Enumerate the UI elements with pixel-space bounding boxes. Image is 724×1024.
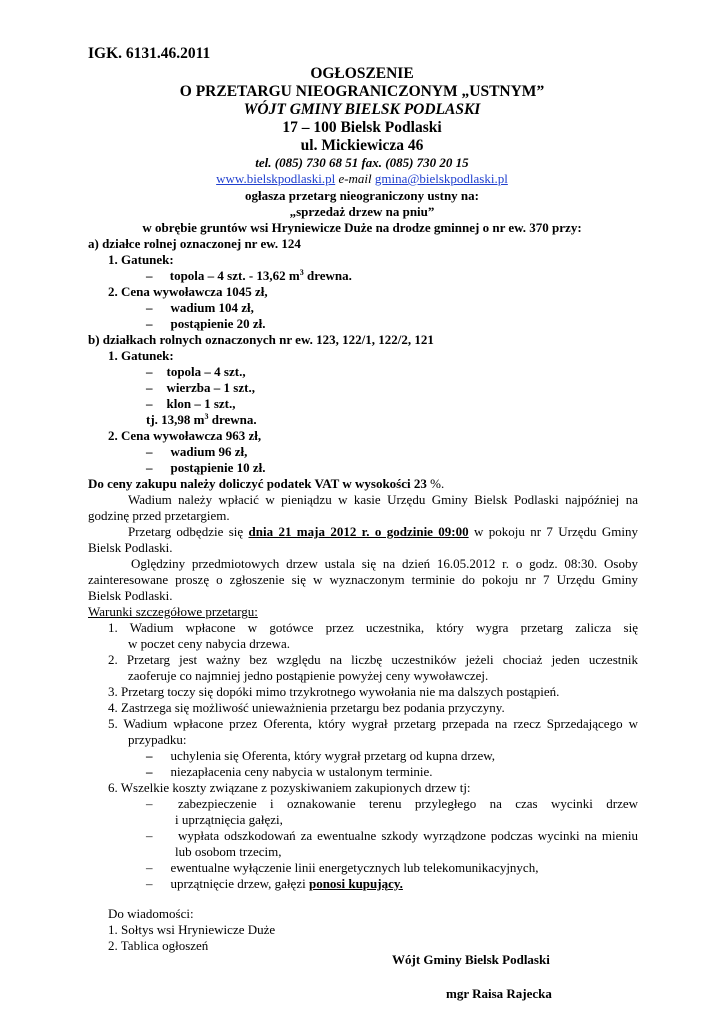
signature-name: mgr Raisa Rajecka <box>446 986 552 1001</box>
list-item: – topola – 4 szt., <box>146 364 246 379</box>
dash-icon: – <box>146 876 153 891</box>
dash-icon: – <box>146 796 153 811</box>
section-a-title: a) działce rolnej oznaczonej nr ew. 124 <box>88 236 301 251</box>
subject-line: „sprzedaż drzew na pniu” <box>289 204 435 219</box>
email-link[interactable]: gmina@bielskpodlaski.pl <box>374 171 508 186</box>
warunek-5-line2: przypadku: <box>128 732 187 747</box>
wadium-paragraph-line1: Wadium należy wpłacić w pieniądzu w kasie Urzędu Gminy Bielsk Podlaski najpóźniej na <box>128 492 638 507</box>
ogledziny-line3: Bielsk Podlaski. <box>88 588 173 603</box>
warunki-heading: Warunki szczegółowe przetargu: <box>88 604 258 619</box>
location-line: w obrębie gruntów wsi Hryniewicze Duże na drodze gminnej o nr ew. 370 przy: <box>142 220 582 235</box>
section-b-title: b) działkach rolnych oznaczonych nr ew. 123, 122/1, 122/2, 121 <box>88 332 434 347</box>
przetarg-paragraph-line1: Przetarg odbędzie się dnia 21 maja 2012 r. o godzinie 09:00 w pokoju nr 7 Urzędu Gminy <box>128 524 638 539</box>
warunek-6: 6. Wszelkie koszty związane z pozyskiwaniem zakupionych drzew tj: <box>108 780 471 795</box>
warunek-5-line1: 5. Wadium wpłacone przez Oferenta, który wygrał przetarg przepada na rzecz Sprzedającego w <box>108 716 638 731</box>
contact-phone-fax: tel. (085) 730 68 51 fax. (085) 730 20 15 <box>255 155 469 170</box>
recipient-1: 1. Sołtys wsi Hryniewicze Duże <box>108 922 276 937</box>
list-item: – postąpienie 10 zł. <box>146 460 266 475</box>
dash-icon: – <box>146 748 153 763</box>
dash-icon: – <box>146 460 153 475</box>
list-item: – uprzątnięcie drzew, gałęzi ponosi kupujący. <box>146 876 403 891</box>
warunek-3: 3. Przetarg toczy się dopóki mimo trzykrotnego wywołania nie ma dalszych postąpień. <box>108 684 560 699</box>
dash-icon: – <box>146 300 153 315</box>
section-b-cena: 2. Cena wywoławcza 963 zł, <box>108 428 262 443</box>
warunek-4: 4. Zastrzega się możliwość unieważnienia przetargu bez podania przyczyny. <box>108 700 505 715</box>
list-item: – wadium 104 zł, <box>146 300 254 315</box>
dash-icon: – <box>146 828 153 843</box>
email-label: e-mail <box>338 171 372 186</box>
document-page: IGK. 6131.46.2011 OGŁOSZENIE O PRZETARGU NIEOGRANICZONYM „USTNYM” WÓJT GMINY BIELSK PODLASKI 17 – 100 Bielsk Podlaski ul. Mickiewicza 46 tel. (085) 730 68 51 fax. (085) 730 20 15 www.bielskpodlaski.pl e-mail gmina@bielskpodlaski.pl ogłasza przetarg nieograniczony ustny na: „sprzedaż drzew na pniu” w obrębie gruntów wsi Hryniewicze Duże na drodze gminnej o nr ew. 370 przy: a) działce rolnej oznaczonej nr ew. 124 1. Gatunek: – topola – 4 szt. - 13,62 $m^3$ drewna. 2. Cena wywoławcza 1045 zł, – wadium 104 zł, – postąpienie 20 zł. b) działkach rolnych oznaczonych nr ew. 123, 122/1, 122/2, 121 1. Gatunek: – topola – 4 szt., – wierzba – 1 szt., – klon – 1 szt., tj. 13,98 $m^3$ drewna. 2. Cena wywoławcza 963 zł, – wadium 96 zł, – postąpienie 10 zł. Do ceny zakupu należy doliczyć podatek VAT w wysokości 23 %. Wadium należy wpłacić w pieniądzu w kasie Urzędu Gminy Bielsk Podlaski najpóźniej na godzinę przed przetargiem. Przetarg odbędzie się dnia 21 maja 2012 r. o godzinie 09:00 w pokoju nr 7 Urzędu Gminy Bielsk Podlaski. Oględziny przedmiotowych drzew ustala się na dzień 16.05.2012 r. o godz. 08:30. Osoby zainteresowane proszę o zgłoszenie się w wyznaczonym terminie do pokoju nr 7 Urzędu Gminy Bielsk Podlaski. Warunki szczegółowe przetargu: 1. Wadium wpłacone w gotówce przez uczestnika, który wygra przetarg zalicza się w poczet ceny nabycia drzewa. 2. Przetarg jest ważny bez względu na liczbę uczestników jeżeli chociaż jeden uczestnik zaoferuje co najmniej jedno postąpienie powyżej ceny wywoławczej. 3. Przetarg toczy się dopóki mimo trzykrotnego wywołania nie ma dalszych postąpień. 4. Zastrzega się możliwość unieważnienia przetargu bez podania przyczyny. 5. Wadium wpłacone przez Oferenta, który wygrał przetarg przepada na rzecz Sprzedającego w przypadku: – uchylenia się Oferenta, który wygrał przetarg od kupna drzew, – niezapłacenia ceny nabycia w ustalonym terminie. 6. Wszelkie koszty związane z pozyskiwaniem zakupionych drzew tj: – zabezpieczenie i oznakowanie terenu przyległego na czas wycinki drzew i uprzątnięcia gałęzi, – wypłata odszkodowań za ewentualne szkody wyrządzone podczas wycinki na mieniu lub osobom trzecim, – ewentualne wyłączenie linii energetycznych lub telekomunikacyjnych, – uprzątnięcie drzew, gałęzi ponosi kupujący. Do wiadomości: 1. Sołtys wsi Hryniewicze Duże 2. Tablica ogłoszeń Wójt Gminy Bielsk Podlaski mgr Raisa Rajecka <box>0 0 724 1024</box>
do-wiadomosci-heading: Do wiadomości: <box>108 906 194 921</box>
dash-icon: – <box>146 764 153 779</box>
heading-przetarg: O PRZETARGU NIEOGRANICZONYM „USTNYM” <box>179 83 545 100</box>
warunek-1-line2: w poczet ceny nabycia drzewa. <box>128 636 291 651</box>
dash-icon: – <box>146 396 153 411</box>
przetarg-paragraph-line2: Bielsk Podlaski. <box>88 540 173 555</box>
section-a-cena: 2. Cena wywoławcza 1045 zł, <box>108 284 268 299</box>
auction-date: dnia 21 maja 2012 r. o godzinie 09:00 <box>248 524 469 539</box>
dash-icon: – <box>146 860 153 875</box>
dash-icon: – <box>146 444 153 459</box>
list-item: – ewentualne wyłączenie linii energetycznych lub telekomunikacyjnych, <box>146 860 539 875</box>
list-item: – postąpienie 20 zł. <box>146 316 266 331</box>
list-item: – wierzba – 1 szt., <box>146 380 255 395</box>
vat-line: Do ceny zakupu należy doliczyć podatek VAT w wysokości 23 %. <box>88 476 445 491</box>
recipient-2: 2. Tablica ogłoszeń <box>108 938 209 953</box>
warunek-2-line1: 2. Przetarg jest ważny bez względu na liczbę uczestników jeżeli chociaż jeden uczestnik <box>108 652 638 667</box>
warunek-1-line1: 1. Wadium wpłacone w gotówce przez uczestnika, który wygra przetarg zalicza się <box>108 620 638 635</box>
dash-icon: – <box>146 364 153 379</box>
section-b-total: tj. 13,98 $m^3$ drewna. <box>146 412 257 427</box>
website-link[interactable]: www.bielskpodlaski.pl <box>216 171 336 186</box>
dash-icon: – <box>146 380 153 395</box>
ogledziny-line1: Oględziny przedmiotowych drzew ustala się na dzień 16.05.2012 r. o godz. 08:30. Osoby <box>131 556 638 571</box>
warunek-2-line2: zaoferuje co najmniej jedno postąpienie powyżej ceny wywoławczej. <box>128 668 489 683</box>
reference-number: IGK. 6131.46.2011 <box>88 45 211 62</box>
list-item: – niezapłacenia ceny nabycia w ustalonym terminie. <box>146 764 433 779</box>
list-item: – uchylenia się Oferenta, który wygrał przetarg od kupna drzew, <box>146 748 496 763</box>
warunek-6b-line2: lub osobom trzecim, <box>175 844 282 859</box>
heading-ogloszenie: OGŁOSZENIE <box>310 65 414 82</box>
dash-icon: – <box>146 268 153 283</box>
heading-postal: 17 – 100 Bielsk Podlaski <box>282 119 442 136</box>
warunek-6a-line2: i uprzątnięcia gałęzi, <box>175 812 283 827</box>
list-item: – wadium 96 zł, <box>146 444 248 459</box>
heading-wojt: WÓJT GMINY BIELSK PODLASKI <box>243 101 481 118</box>
signature-title: Wójt Gminy Bielsk Podlaski <box>392 952 550 967</box>
list-item: – klon – 1 szt., <box>146 396 236 411</box>
wadium-paragraph-line2: godzinę przed przetargiem. <box>88 508 230 523</box>
list-item: – topola – 4 szt. - 13,62 $m^3$ drewna. <box>146 268 352 283</box>
heading-street: ul. Mickiewicza 46 <box>300 137 424 154</box>
section-b-gatunek: 1. Gatunek: <box>108 348 174 363</box>
contact-web-email <box>0 171 724 187</box>
announce-line: ogłasza przetarg nieograniczony ustny na: <box>245 188 479 203</box>
section-a-gatunek: 1. Gatunek: <box>108 252 174 267</box>
ogledziny-line2: zainteresowane proszę o zgłoszenie się w wyznaczonym terminie do pokoju nr 7 Urzędu Gminy <box>88 572 638 587</box>
dash-icon: – <box>146 316 153 331</box>
